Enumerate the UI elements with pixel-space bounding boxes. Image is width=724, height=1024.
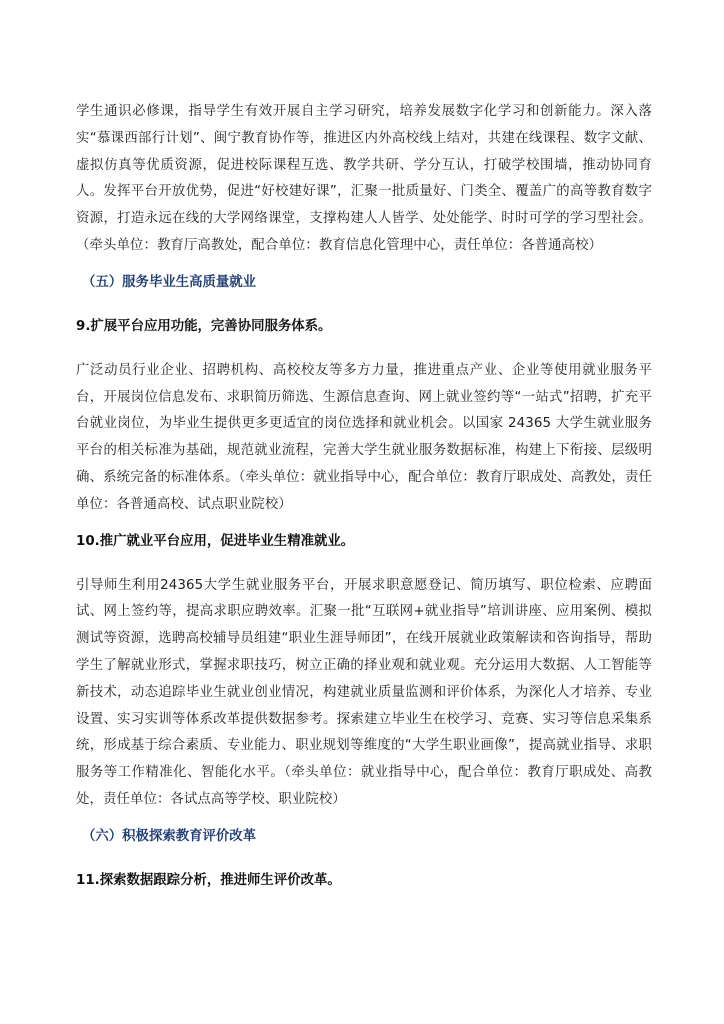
paragraph-item-9: 广泛动员行业企业、招聘机构、高校校友等多方力量，推进重点产业、企业等使用就业服务平台，开展岗位信息发布、求职简历筛选、生源信息查询、网上就业签约等“一站式”招聘，扩充平台就业岗位，为毕业生提供更多更适宜的岗位选择和就业机会。以国家 24365 大学生就业服务平台的相关标准为基础，规范就业流程，完善大学生就业服务数据标准，构建上下衔接、层级明确、系统完备的标准体系。（牵头单位：就业指导中心，配合单位：教育厅职成处、高教处，责任单位：各普通高校、试点职业院校） <box>76 362 652 512</box>
subheading-item-10: 10.推广就业平台应用，促进毕业生精准就业。 <box>76 533 355 549</box>
subheading-item-9: 9.扩展平台应用功能，完善协同服务体系。 <box>76 318 332 334</box>
section-heading-evaluation-reform: （六）积极探索教育评价改革 <box>82 828 257 844</box>
document-page <box>76 99 652 894</box>
paragraph-item-10: 引导师生利用24365大学生就业服务平台，开展求职意愿登记、简历填写、职位检索、应聘面试、网上签约等，提高求职应聘效率。汇聚一批“互联网+就业指导”培训讲座、应用案例、模拟测试等资源，选聘高校辅导员组建“职业生涯导师团”，在线开展就业政策解读和咨询指导，帮助学生了解就业形式，掌握求职技巧，树立正确的择业观和就业观。充分运用大数据、人工智能等新技术，动态追踪毕业生就业创业情况，构建就业质量监测和评价体系，为深化人才培养、专业设置、实习实训等体系改革提供数据参考。探索建立毕业生在校学习、竞赛、实习等信息采集系统，形成基于综合素质、专业能力、职业规划等维度的“大学生职业画像”，提高就业指导、求职服务等工作精准化、智能化水平。（牵头单位：就业指导中心，配合单位：教育厅职成处、高教处，责任单位：各试点高等学校、职业院校） <box>76 577 652 807</box>
section-heading-employment: （五）服务毕业生高质量就业 <box>82 274 257 290</box>
subheading-item-11: 11.探索数据跟踪分析，推进师生评价改革。 <box>76 872 341 888</box>
paragraph-digital-learning: 学生通识必修课，指导学生有效开展自主学习研究，培养发展数字化学习和创新能力。深入落实“慕课西部行计划”、闽宁教育协作等，推进区内外高校线上结对，共建在线课程、数字文献、虚拟仿真等优质资源，促进校际课程互选、教学共研、学分互认，打破学校围墙，推动协同育人。发挥平台开放优势，促进“好校建好课”，汇聚一批质量好、门类全、覆盖广的高等教育数字资源，打造永远在线的大学网络课堂，支撑构建人人皆学、处处能学、时时可学的学习型社会。（牵头单位：教育厅高教处，配合单位：教育信息化管理中心，责任单位：各普通高校） <box>76 104 652 253</box>
